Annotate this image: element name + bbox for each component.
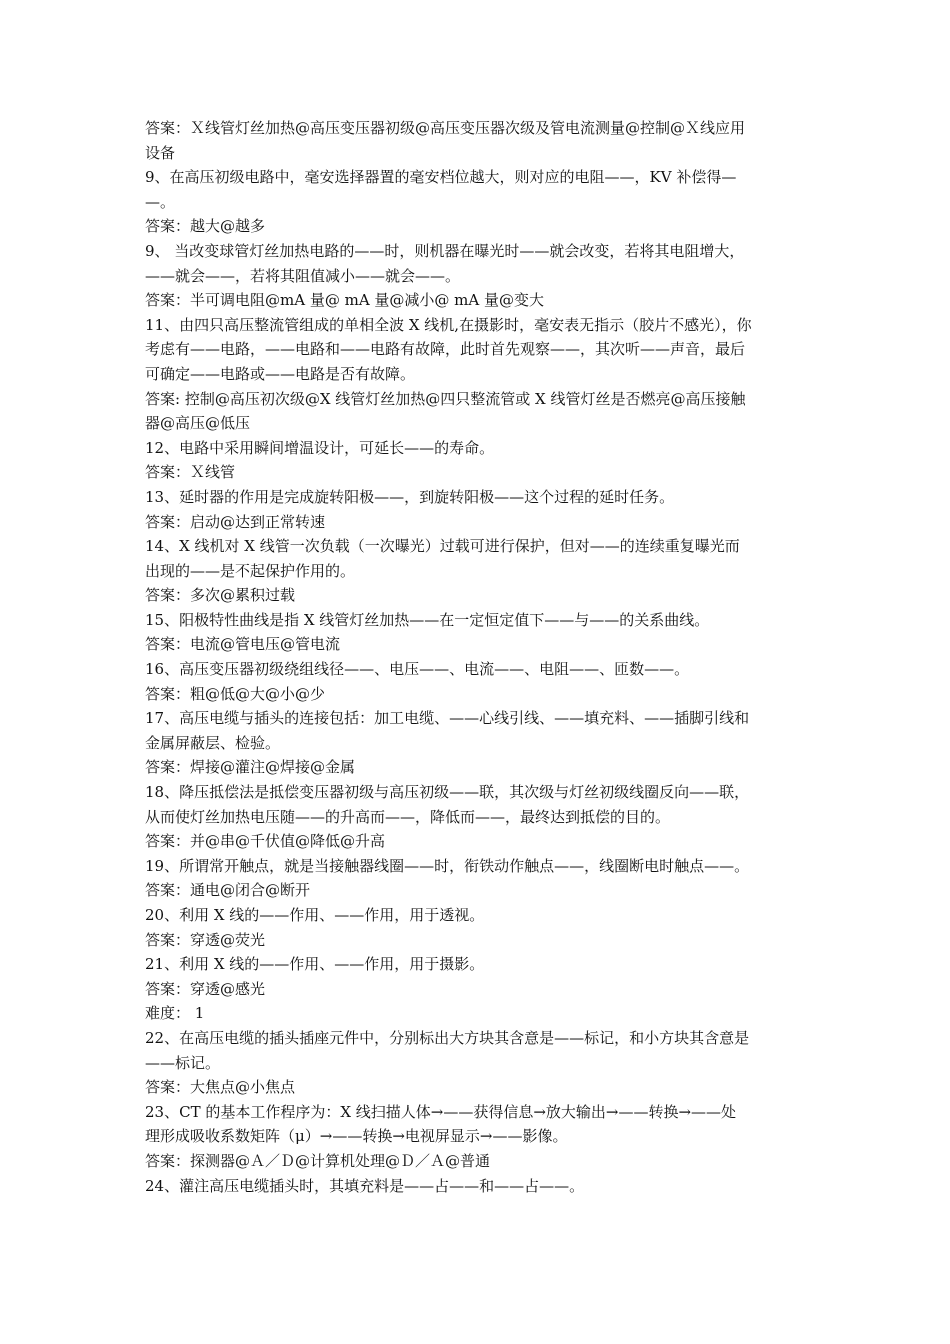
text-line: 22、在高压电缆的插头插座元件中，分别标出大方块其含意是——标记，和小方块其含意是 bbox=[145, 1028, 750, 1047]
text-line: 12、电路中采用瞬间增温设计，可延长——的寿命。 bbox=[145, 438, 495, 457]
text-line: 答案：穿透@荧光 bbox=[145, 930, 266, 949]
text-line: ——就会——，若将其阻值减小——就会——。 bbox=[145, 266, 461, 285]
text-line: 9、 当改变球管灯丝加热电路的——时，则机器在曝光时——就会改变，若将其电阻增大， bbox=[145, 241, 745, 260]
text-line: 答案：穿透@感光 bbox=[145, 979, 266, 998]
text-line: 21、利用 X 线的——作用、——作用，用于摄影。 bbox=[145, 955, 485, 974]
text-line: 答案：大焦点@小焦点 bbox=[145, 1078, 296, 1097]
text-line: 15、阳极特性曲线是指 X 线管灯丝加热——在一定恒定值下——与——的关系曲线。 bbox=[145, 610, 710, 629]
text-line: 答案：探测器@Ａ／Ｄ@计算机处理@Ｄ／Ａ@普通 bbox=[145, 1151, 491, 1170]
document-body bbox=[145, 116, 810, 1198]
text-line: 17、高压电缆与插头的连接包括：加工电缆、——心线引线、——填充料、——插脚引线和 bbox=[145, 709, 750, 728]
text-line: 难度： 1 bbox=[145, 1004, 205, 1023]
text-line: 答案：并@串@千伏值@降低@升高 bbox=[145, 832, 386, 851]
text-line: 答案：粗@低@大@小@少 bbox=[145, 684, 326, 703]
text-line: 19、所谓常开触点，就是当接触器线圈——时，衔铁动作触点——，线圈断电时触点——。 bbox=[145, 856, 750, 875]
text-line: 答案：多次@累积过载 bbox=[145, 586, 296, 605]
text-line: 24、灌注高压电缆插头时，其填充料是——占——和——占——。 bbox=[145, 1176, 585, 1195]
text-line: 答案：越大@越多 bbox=[145, 217, 266, 236]
text-line: 答案: 控制@高压初次级@X 线管灯丝加热@四只整流管或 X 线管灯丝是否燃亮@高压接触 bbox=[145, 389, 746, 408]
text-line: 理形成吸收系数矩阵（μ）→——转换→电视屏显示→——影像。 bbox=[145, 1127, 568, 1146]
text-line: 16、高压变压器初级绕组线径——、电压——、电流——、电阻——、匝数——。 bbox=[145, 660, 690, 679]
text-line: 20、利用 X 线的——作用、——作用，用于透视。 bbox=[145, 906, 485, 924]
text-line: 答案：Ｘ线管 bbox=[145, 463, 236, 482]
text-line: ——标记。 bbox=[145, 1053, 221, 1072]
text-line: 从而使灯丝加热电压随——的升高而——，降低而——，最终达到抵偿的目的。 bbox=[145, 807, 671, 826]
text-line: —。 bbox=[145, 192, 176, 211]
text-line: 答案：电流@管电压@管电流 bbox=[145, 635, 341, 654]
text-line: 23、CT 的基本工作程序为：X 线扫描人体→——获得信息→放大输出→——转换→——处 bbox=[145, 1102, 737, 1121]
text-line: 金属屏蔽层、检验。 bbox=[145, 733, 281, 752]
text-line: 9、在高压初级电路中，毫安选择器置的毫安档位越大，则对应的电阻——，KV 补偿得— bbox=[145, 168, 737, 187]
text-line: 答案：Ｘ线管灯丝加热@高压变压器初级@高压变压器次级及管电流测量@控制@Ｘ线应用 bbox=[145, 119, 746, 137]
text-line: 14、X 线机对 X 线管一次负载（一次曝光）过载可进行保护，但对——的连续重复曝光而 bbox=[145, 537, 740, 556]
text-line: 18、降压抵偿法是抵偿变压器初级与高压初级——联，其次级与灯丝初级线圈反向——联， bbox=[145, 783, 750, 802]
text-line: 考虑有——电路，——电路和——电路有故障，此时首先观察——，其次听——声音，最后 bbox=[145, 340, 746, 359]
text-line: 答案：通电@闭合@断开 bbox=[145, 881, 311, 900]
text-line: 13、延时器的作用是完成旋转阳极——，到旋转阳极——这个过程的延时任务。 bbox=[145, 487, 675, 506]
text-line: 可确定——电路或——电路是否有故障。 bbox=[145, 364, 416, 383]
text-line: 答案：半可调电阻@mA 量@ mA 量@减小@ mA 量@变大 bbox=[145, 291, 545, 310]
text-line: 答案：焊接@灌注@焊接@金属 bbox=[145, 758, 356, 777]
text-line: 11、由四只高压整流管组成的单相全波 X 线机,在摄影时，毫安表无指示（胶片不感光），你 bbox=[145, 315, 752, 334]
text-line: 答案：启动@达到正常转速 bbox=[145, 512, 326, 531]
text-line: 设备 bbox=[145, 143, 176, 162]
text-line: 出现的——是不起保护作用的。 bbox=[145, 561, 356, 580]
text-line: 器@高压@低压 bbox=[145, 414, 251, 433]
